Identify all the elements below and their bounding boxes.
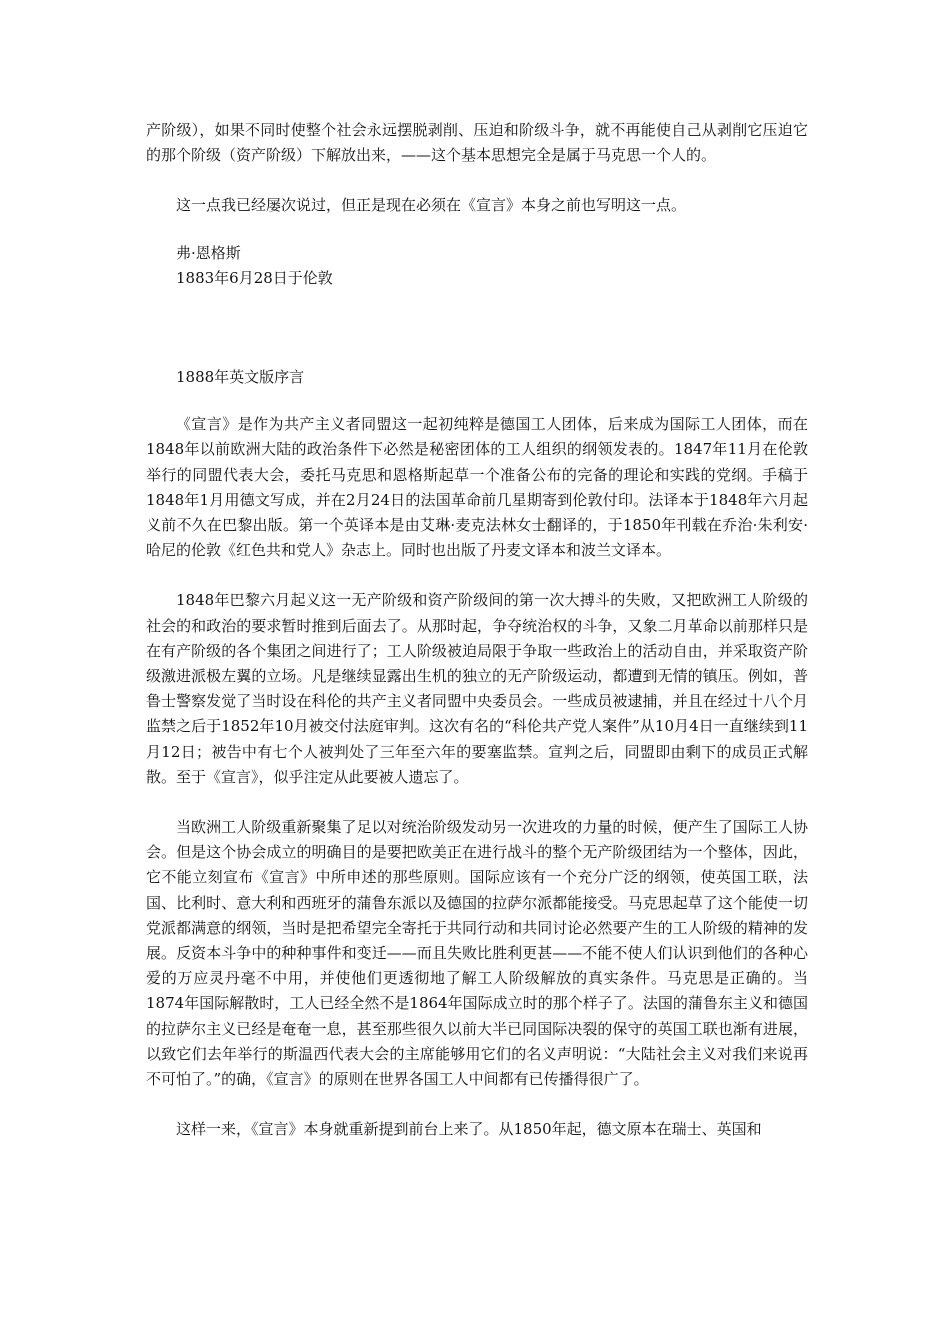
body-paragraph-3: 当欧洲工人阶级重新聚集了足以对统治阶级发动另一次进攻的力量的时候，便产生了国际工人协会。但是这个协会成立的明确目的是要把欧美正在进行战斗的整个无产阶级团结为一个整体，因此，它不能立刻宣布《宣言》中所申述的那些原则。国际应该有一个充分广泛的纲领，使英国工联，法国、比利时、意大利和西班牙的蒲鲁东派以及德国的拉萨尔派都能接受。马克思起草了这个能使一切党派都满意的纲领，当时是把希望完全寄托于共同行动和共同讨论必然要产生的工人阶级的精神的发展。反资本斗争中的种种事件和变迁——而且失败比胜利更甚——不能不使人们认识到他们的各种心爱的万应灵丹毫不中用，并使他们更透彻地了解工人阶级解放的真实条件。马克思是正确的。当1874年国际解散时，工人已经全然不是1864年国际成立时的那个样子了。法国的蒲鲁东主义和德国的拉萨尔主义已经是奄奄一息，甚至那些很久以前大半已同国际决裂的保守的英国工联也渐有进展，以致它们去年举行的斯温西代表大会的主席能够用它们的名义声明说：“大陆社会主义对我们来说再不可怕了。”的确，《宣言》的原则在世界各国工人中间都有已传播得很广了。 [146,818,808,1089]
note-paragraph: 这一点我已经屡次说过，但正是现在必须在《宣言》本身之前也写明这一点。 [176,196,687,215]
body-paragraph-4: 这样一来，《宣言》本身就重新提到前台上来了。从1850年起，德文原本在瑞士、英国和 [176,1120,762,1139]
continuation-paragraph: 产阶级），如果不同时使整个社会永远摆脱剥削、压迫和阶级斗争，就不再能使自己从剥削它压迫它的那个阶级（资产阶级）下解放出来，——这个基本思想完全是属于马克思一个人的。 [146,121,808,165]
document-page [146,118,808,1143]
signature-date: 1883年6月28日于伦敦 [176,268,333,287]
body-paragraph-2: 1848年巴黎六月起义这一无产阶级和资产阶级间的第一次大搏斗的失败，又把欧洲工人阶级的社会的和政治的要求暂时推到后面去了。从那时起，争夺统治权的斗争，又象二月革命以前那样只是在有产阶级的各个集团之间进行了；工人阶级被迫局限于争取一些政治上的活动自由，并采取资产阶级激进派极左翼的立场。凡是继续显露出生机的独立的无产阶级运动，都遭到无情的镇压。例如，普鲁士警察发觉了当时设在科伦的共产主义者同盟中央委员会。一些成员被逮捕，并且在经过十八个月监禁之后于1852年10月被交付法庭审判。这次有名的“科伦共产党人案件”从10月4日一直继续到11月12日；被告中有七个人被判处了三年至六年的要塞监禁。宣判之后，同盟即由剩下的成员正式解散。至于《宣言》，似乎注定从此要被人遗忘了。 [146,591,808,786]
section-title: 1888年英文版序言 [176,368,305,387]
signature-name: 弗·恩格斯 [176,243,241,262]
body-paragraph-1: 《宣言》是作为共产主义者同盟这一起初纯粹是德国工人团体，后来成为国际工人团体，而在1848年以前欧洲大陆的政治条件下必然是秘密团体的工人组织的纲领发表的。1847年11月在伦敦举行的同盟代表大会，委托马克思和恩格斯起草一个准备公布的完备的理论和实践的党纲。手稿于1848年1月用德文写成，并在2月24日的法国革命前几星期寄到伦敦付印。法译本于1848年六月起义前不久在巴黎出版。第一个英译本是由艾琳·麦克法林女士翻译的，于1850年刊载在乔治·朱利安·哈尼的伦敦《红色共和党人》杂志上。同时也出版了丹麦文译本和波兰文译本。 [146,415,808,560]
